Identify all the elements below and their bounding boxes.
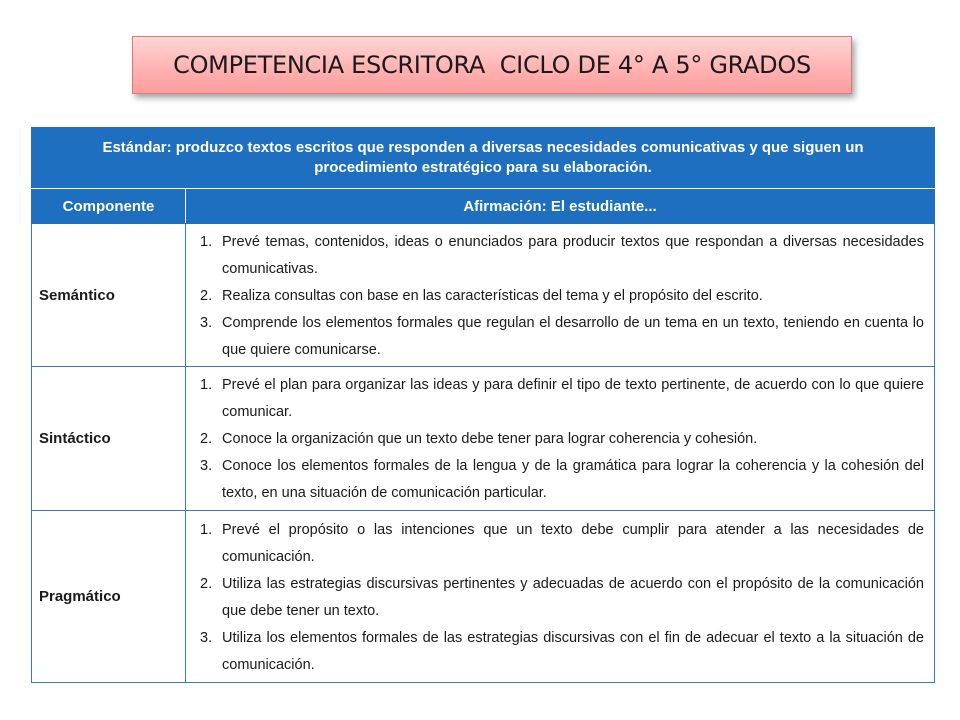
affirmation-list-cell — [186, 367, 935, 511]
component-name: Sintáctico — [32, 367, 186, 511]
list-item: 1. Prevé el propósito o las intenciones que un texto debe cumplir para atender a las necesidades de comunicación. — [200, 521, 924, 565]
list-item: 1. Prevé temas, contenidos, ideas o enunciados para producir textos que respondan a diversas necesidades comunicativas. — [200, 233, 924, 277]
list-item: 3. Utiliza los elementos formales de las estrategias discursivas con el fin de adecuar el texto a la situación de comunicación. — [200, 629, 924, 673]
affirmation-list — [200, 229, 924, 364]
list-item: 3. Conoce los elementos formales de la lengua y de la gramática para lograr la coherencia y la cohesión del texto, en una situación de comunicación particular. — [200, 458, 924, 501]
list-item-text: Prevé el plan para organizar las ideas y para definir el tipo de texto pertinente, de acuerdo con lo que quiere comunicar. — [222, 377, 924, 420]
competency-table-container — [31, 127, 934, 683]
affirmation-list — [200, 517, 924, 679]
title-banner — [132, 36, 852, 94]
list-item-text: Prevé temas, contenidos, ideas o enunciados para producir textos que respondan a diversas necesidades comunicativas. — [222, 233, 924, 277]
affirmation-list-cell — [186, 511, 935, 683]
list-item: 3. Comprende los elementos formales que regulan el desarrollo de un tema en un texto, teniendo en cuenta lo que quiere comunicarse. — [200, 314, 924, 358]
component-name: Semántico — [32, 224, 186, 367]
list-item-text: Conoce la organización que un texto debe tener para lograr coherencia y cohesión. — [222, 431, 758, 447]
page-title: COMPETENCIA ESCRITORA CICLO DE 4° A 5° GRADOS — [173, 51, 811, 79]
list-item-text: Prevé el propósito o las intenciones que un texto debe cumplir para atender a las necesidades de comunicación. — [222, 521, 924, 565]
list-item-text: Utiliza las estrategias discursivas pertinentes y adecuadas de acuerdo con el propósito de la comunicación que debe tener un texto. — [222, 575, 924, 619]
list-item: 2. Conoce la organización que un texto debe tener para lograr coherencia y cohesión. — [200, 431, 758, 447]
standard-statement: Estándar: produzco textos escritos que responden a diversas necesidades comunicativas y que siguen un procedimiento estratégico para su elaboración. — [32, 128, 935, 189]
list-item-text: Utiliza los elementos formales de las estrategias discursivas con el fin de adecuar el texto a la situación de comunicación. — [222, 629, 924, 673]
header-component: Componente — [32, 189, 186, 224]
header-row — [32, 189, 935, 224]
affirmation-list — [200, 372, 924, 507]
table-row — [32, 367, 935, 511]
list-item-text: Conoce los elementos formales de la lengua y de la gramática para lograr la coherencia y la cohesión del texto, en una situación de comunicación particular. — [222, 458, 924, 501]
affirmation-list-cell — [186, 224, 935, 367]
header-affirmation: Afirmación: El estudiante... — [186, 189, 935, 224]
standard-row — [32, 128, 935, 189]
list-item: 2. Realiza consultas con base en las características del tema y el propósito del escrito. — [200, 287, 763, 304]
table-row — [32, 511, 935, 683]
list-item-text: Realiza consultas con base en las características del tema y el propósito del escrito. — [222, 287, 763, 304]
list-item-text: Comprende los elementos formales que regulan el desarrollo de un tema en un texto, teniendo en cuenta lo que quiere comunicarse. — [222, 314, 924, 358]
component-name: Pragmático — [32, 511, 186, 683]
list-item: 2. Utiliza las estrategias discursivas pertinentes y adecuadas de acuerdo con el propósito de la comunicación que debe tener un texto. — [200, 575, 924, 619]
table-row — [32, 224, 935, 367]
list-item: 1. Prevé el plan para organizar las ideas y para definir el tipo de texto pertinente, de acuerdo con lo que quiere comunicar. — [200, 377, 924, 420]
competency-table — [31, 127, 935, 683]
